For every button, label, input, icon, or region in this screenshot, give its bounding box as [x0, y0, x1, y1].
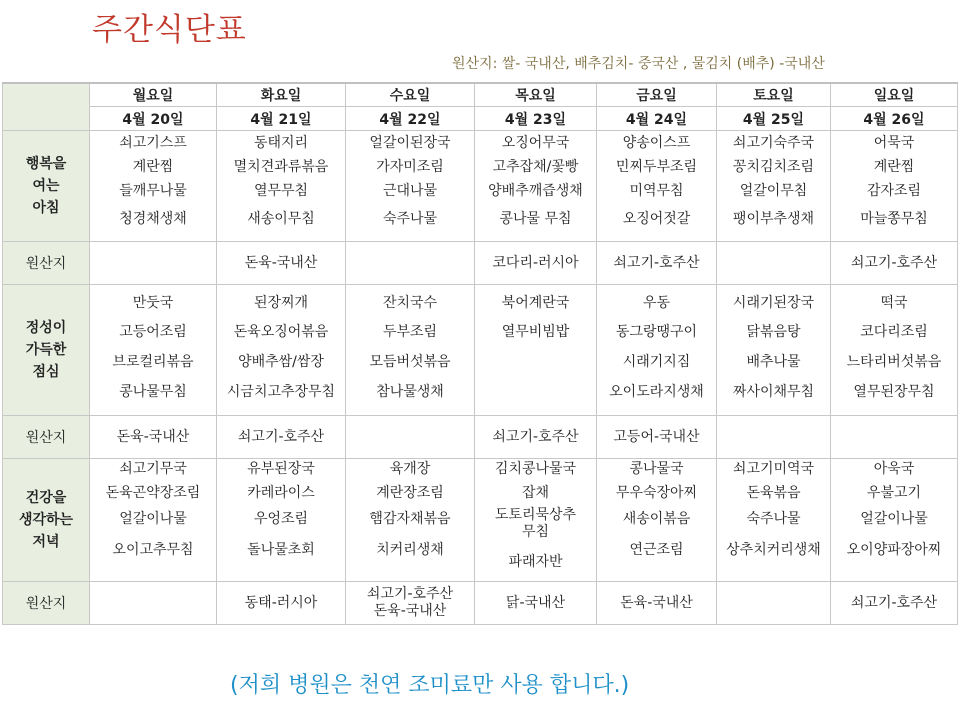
- origin-cell: [217, 582, 346, 625]
- dinner-row: [3, 459, 958, 582]
- origin-cell: [475, 416, 597, 459]
- menu-item: 동그랑땡구이: [615, 324, 698, 340]
- origin-cell: [475, 582, 597, 625]
- menu-item: 오징어젓갈: [622, 211, 691, 227]
- lunch-label: [3, 285, 90, 416]
- origin-value: 쇠고기-호주산: [850, 254, 938, 271]
- origin-cell: [475, 242, 597, 285]
- menu-item: 카레라이스: [247, 485, 315, 501]
- menu-item: 고등어조림: [119, 324, 187, 340]
- menu-item: 양배추깨즙생채: [488, 183, 583, 199]
- date-header: 4월 20일: [90, 107, 217, 131]
- breakfast-label-line: 아침: [32, 200, 60, 216]
- menu-item: 팽이부추생채: [732, 211, 815, 227]
- day-header: 토요일: [717, 83, 831, 107]
- day-header: 월요일: [90, 83, 217, 107]
- breakfast-menu-cell: [597, 131, 717, 242]
- date-header: 4월 25일: [717, 107, 831, 131]
- lunch-menu-cell: [475, 285, 597, 416]
- origin-value: 돈육-국내산: [620, 594, 693, 611]
- date-header: 4월 24일: [597, 107, 717, 131]
- origin-value: 쇠고기-호주산: [850, 594, 938, 611]
- origin-label: 원산지: [3, 582, 90, 625]
- menu-item: 콩나물국: [629, 461, 684, 477]
- lunch-menu-cell: [90, 285, 217, 416]
- origin-value: 코다리-러시아: [492, 254, 579, 271]
- lunch-menu-cell: [597, 285, 717, 416]
- menu-item: 오이도라지생채: [609, 384, 704, 400]
- dinner-origin-row: [3, 582, 958, 625]
- menu-item: 우엉조림: [253, 511, 309, 527]
- menu-item: [475, 379, 596, 409]
- dinner-menu-cell: [217, 459, 346, 582]
- menu-item: 두부조림: [382, 324, 438, 340]
- menu-item: 된장찌개: [253, 295, 309, 311]
- menu-item: 김치콩나물국: [494, 461, 577, 477]
- origin-value: 쇠고기-호주산 돈육-국내산: [366, 586, 454, 619]
- menu-item: 시래기된장국: [732, 295, 815, 311]
- menu-item: 브로컬리볶음: [112, 354, 194, 370]
- date-header: 4월 26일: [831, 107, 958, 131]
- menu-item: 숙주나물: [382, 211, 438, 227]
- menu-item: 짜사이채무침: [732, 384, 815, 400]
- menu-item: 가자미조림: [376, 159, 444, 175]
- menu-item: 파래자반: [508, 554, 563, 570]
- origin-value: 고등어-국내산: [613, 428, 700, 445]
- dinner-menu-cell: [597, 459, 717, 582]
- menu-item: 돈육오징어볶음: [233, 324, 329, 340]
- origin-value: 돈육-국내산: [116, 428, 190, 445]
- menu-item: 잡채: [521, 485, 550, 501]
- menu-item: 얼갈이된장국: [369, 135, 451, 151]
- lunch-label-line: 가득한: [25, 342, 67, 358]
- weekly-menu-table: [2, 82, 958, 625]
- breakfast-menu-cell: [475, 131, 597, 242]
- origin-cell: [831, 582, 958, 625]
- menu-item: 오징어무국: [501, 135, 570, 151]
- lunch-menu-cell: [717, 285, 831, 416]
- origin-value: 쇠고기-호주산: [492, 428, 579, 445]
- origin-cell: [831, 242, 958, 285]
- origin-cell: [831, 416, 958, 459]
- footer-note: (저희 병원은 천연 조미료만 사용 합니다.): [230, 673, 630, 698]
- menu-item: 얼갈이나물: [860, 511, 928, 527]
- menu-item: 만둣국: [132, 295, 174, 311]
- origin-value: 닭-국내산: [505, 594, 566, 611]
- origin-cell: [217, 416, 346, 459]
- menu-item: 모듬버섯볶음: [369, 354, 451, 370]
- menu-item: 계란찜: [132, 159, 174, 175]
- origin-cell: [217, 242, 346, 285]
- menu-item: 얼갈이무침: [739, 183, 808, 199]
- day-header: 일요일: [831, 83, 958, 107]
- breakfast-label: [3, 131, 90, 242]
- menu-item: 도토리묵상추무침: [494, 507, 577, 540]
- lunch-menu-cell: [831, 285, 958, 416]
- menu-item: 근대나물: [382, 183, 438, 199]
- menu-item: 얼갈이나물: [119, 511, 187, 527]
- menu-item: 들깨무나물: [119, 183, 187, 199]
- menu-item: 돌나물초회: [247, 542, 315, 558]
- menu-item: 육개장: [389, 461, 431, 477]
- dinner-label-line: 생각하는: [18, 512, 74, 528]
- menu-item: 열무된장무침: [853, 384, 935, 400]
- menu-item: 떡국: [880, 295, 908, 311]
- menu-item: 열무비빔밥: [501, 324, 570, 340]
- dinner-menu-cell: [717, 459, 831, 582]
- dinner-menu-cell: [90, 459, 217, 582]
- breakfast-menu-cell: [90, 131, 217, 242]
- dinner-menu-cell: [346, 459, 475, 582]
- origin-cell: [717, 416, 831, 459]
- menu-item: 감자조림: [866, 183, 922, 199]
- origin-value: 쇠고기-호주산: [237, 428, 325, 445]
- menu-item: 우불고기: [866, 485, 922, 501]
- lunch-label-line: 점심: [32, 364, 60, 380]
- lunch-label-line: 정성이: [25, 320, 67, 336]
- origin-cell: [346, 242, 475, 285]
- origin-cell: [717, 582, 831, 625]
- menu-item: 청경채생채: [119, 211, 187, 227]
- day-header: 금요일: [597, 83, 717, 107]
- menu-item: 계란찜: [873, 159, 915, 175]
- origin-cell: [90, 416, 217, 459]
- menu-item: 멸치견과류볶음: [233, 159, 329, 175]
- day-header: 화요일: [217, 83, 346, 107]
- breakfast-label-line: 행복을: [25, 156, 67, 172]
- dinner-label-line: 건강을: [25, 490, 67, 506]
- date-row: [3, 107, 958, 131]
- origin-value: 쇠고기-호주산: [613, 254, 700, 271]
- dinner-menu-cell: [475, 459, 597, 582]
- menu-item: 시금치고추장무침: [226, 384, 336, 400]
- menu-item: 꽁치김치조림: [732, 159, 815, 175]
- date-header: 4월 22일: [346, 107, 475, 131]
- menu-item: 치커리생채: [376, 542, 444, 558]
- dinner-label-line: 저녁: [32, 534, 60, 550]
- menu-item: 어묵국: [873, 135, 915, 151]
- menu-item: 햄감자채볶음: [369, 511, 451, 527]
- origin-cell: [90, 242, 217, 285]
- menu-item: 참나물생채: [376, 384, 444, 400]
- date-header: 4월 23일: [475, 107, 597, 131]
- lunch-menu-cell: [346, 285, 475, 416]
- menu-item: 쇠고기숙주국: [732, 135, 815, 151]
- lunch-origin-row: [3, 416, 958, 459]
- menu-item: 계란장조림: [376, 485, 444, 501]
- menu-item: 양배추쌈/쌈장: [238, 354, 324, 370]
- menu-item: 오이양파장아찌: [846, 542, 942, 558]
- menu-item: 마늘쫑무침: [860, 211, 928, 227]
- menu-item: 새송이무침: [247, 211, 315, 227]
- menu-item: 시래기지짐: [622, 354, 691, 370]
- menu-item: 동태지리: [253, 135, 309, 151]
- menu-item: 고추잡채/꽃빵: [492, 159, 579, 175]
- origin-cell: [597, 242, 717, 285]
- origin-cell: [90, 582, 217, 625]
- origin-cell: [597, 582, 717, 625]
- menu-item: 숙주나물: [746, 511, 801, 527]
- origin-note: 원산지: 쌀- 국내산, 배추김치- 중국산 , 물김치 (배추) -국내산: [452, 56, 825, 72]
- origin-label: 원산지: [3, 416, 90, 459]
- origin-cell: [346, 416, 475, 459]
- breakfast-label-line: 여는: [32, 178, 60, 194]
- menu-item: 잔치국수: [382, 295, 438, 311]
- origin-cell: [717, 242, 831, 285]
- menu-item: 새송이볶음: [622, 511, 691, 527]
- menu-item: 콩나물무침: [119, 384, 187, 400]
- menu-item: 열무무침: [253, 183, 309, 199]
- breakfast-menu-cell: [831, 131, 958, 242]
- menu-item: 아욱국: [873, 461, 915, 477]
- menu-item: 쇠고기미역국: [732, 461, 815, 477]
- menu-item: 코다리조림: [860, 324, 928, 340]
- day-row: [3, 83, 958, 107]
- menu-item: 돈육곤약장조림: [105, 485, 201, 501]
- menu-item: 유부된장국: [247, 461, 315, 477]
- corner-cell: [3, 83, 90, 131]
- day-header: 수요일: [346, 83, 475, 107]
- origin-cell: [597, 416, 717, 459]
- menu-item: 북어계란국: [501, 295, 570, 311]
- menu-item: 민찌두부조림: [615, 159, 698, 175]
- menu-item: 오이고추무침: [112, 542, 194, 558]
- menu-item: 닭볶음탕: [746, 324, 801, 340]
- menu-item: 미역무침: [629, 183, 684, 199]
- menu-item: 배추나물: [746, 354, 801, 370]
- menu-item: 콩나물 무침: [499, 211, 572, 227]
- menu-item: 양송이스프: [622, 135, 691, 151]
- breakfast-menu-cell: [217, 131, 346, 242]
- menu-item: 쇠고기스프: [119, 135, 187, 151]
- day-header: 목요일: [475, 83, 597, 107]
- dinner-menu-cell: [831, 459, 958, 582]
- origin-value: 동태-러시아: [244, 594, 318, 611]
- menu-item: 무우숙장아찌: [615, 485, 698, 501]
- breakfast-origin-row: [3, 242, 958, 285]
- page-title: 주간식단표: [92, 12, 247, 48]
- menu-item: 연근조림: [629, 542, 684, 558]
- lunch-row: [3, 285, 958, 416]
- menu-item: 쇠고기무국: [119, 461, 187, 477]
- origin-cell: [346, 582, 475, 625]
- menu-item: 느타리버섯볶음: [846, 354, 942, 370]
- menu-item: 우동: [642, 295, 671, 311]
- dinner-label: [3, 459, 90, 582]
- breakfast-menu-cell: [346, 131, 475, 242]
- date-header: 4월 21일: [217, 107, 346, 131]
- menu-item: 상추치커리생채: [726, 542, 821, 558]
- menu-item: [475, 349, 596, 379]
- menu-item: 돈육볶음: [746, 485, 801, 501]
- breakfast-menu-cell: [717, 131, 831, 242]
- breakfast-row: [3, 131, 958, 242]
- origin-label: 원산지: [3, 242, 90, 285]
- origin-value: 돈육-국내산: [244, 254, 318, 271]
- lunch-menu-cell: [217, 285, 346, 416]
